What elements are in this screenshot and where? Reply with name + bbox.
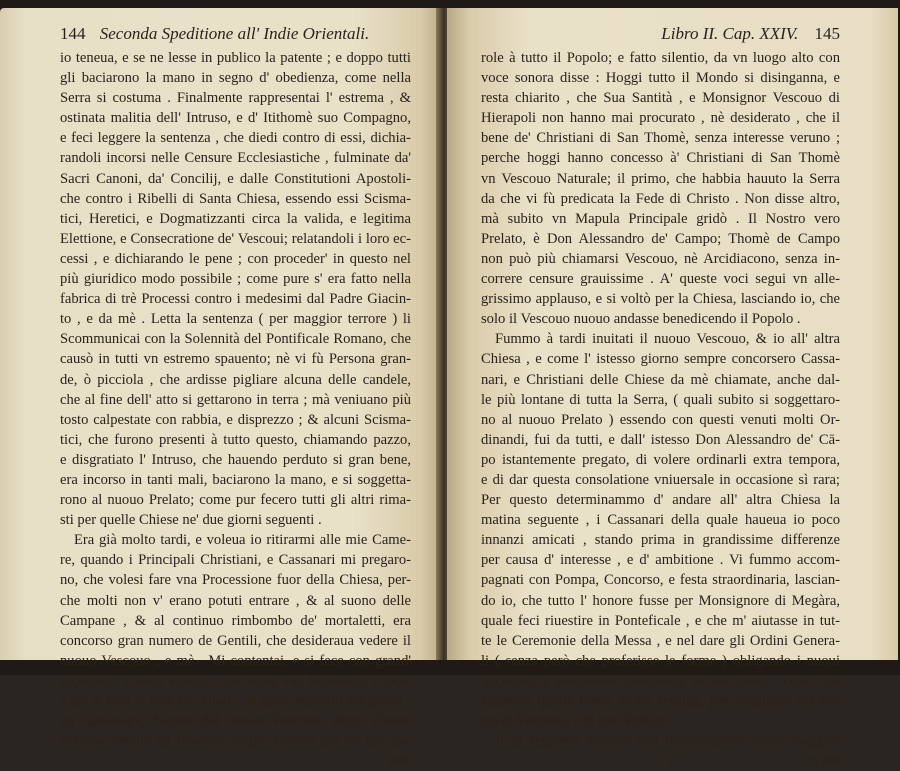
left-text-line: sti per quelle Chiese ne' due giorni seguenti . xyxy=(60,512,322,529)
left-text-line: Era già molto tardi, e voleua io ritirarmi alle mie Came- xyxy=(74,532,411,549)
right-text-line: role à tutto il Popolo; e fatto silentio, da vn luogo alto con xyxy=(481,50,840,66)
right-text-line: innanzi amicati , stando prima in grandissime differenze xyxy=(481,532,840,549)
left-text-line: Campane , & al continuo rimbombo de' mortaletti, era xyxy=(60,612,411,629)
left-text-line: à piè d' essa si fece vn' Altare , al quale essendo noi giunti , xyxy=(60,693,411,709)
left-text-line: rono al nuouo Prelato; come pur fecero tutti gli altri rima- xyxy=(60,492,411,509)
right-catchword: ri del xyxy=(809,753,840,770)
right-text-line: sto di Vescouo, e di loro Prelato . xyxy=(481,713,675,730)
right-text-line: e di dar questa consolatione vniuersale in occasione sì rara; xyxy=(481,471,840,488)
left-text-line: e feci leggere la sentenza , che diedi contro di essi, dichia- xyxy=(60,130,411,147)
left-text-line: che molti non v' erano potuti entrare , & al suono delle xyxy=(60,592,411,609)
right-page xyxy=(447,8,898,770)
left-text-line: Sacri Canoni, da' Concilij, e dalle Constitutioni Apostoli- xyxy=(60,170,411,187)
left-text-line: nuouo Vescouo , e mè . Mi contentai, e si fece con grand' xyxy=(60,652,411,669)
left-text-line: de, ò picciola , che ardisse pigliare alcuna delle candele, xyxy=(60,371,411,388)
left-text-line: e disgratiato l' Intruso, che hauendo perduto si gran bene, xyxy=(60,451,411,468)
right-text-line: matina seguente , i Cassanari della quale haueua io poco xyxy=(481,512,840,529)
right-text-line: per causa d' interesse , e d' ambitione . Vi fummo accom- xyxy=(481,552,840,569)
left-text-line: cessi , e dichiarando le pene ; con proceder' in questo nel xyxy=(60,250,411,267)
left-text-line: tici, Heretici, e Dogmatizzanti circa la valida, e legitima xyxy=(60,210,411,227)
left-text-line: gli baciarono la mano in segno d' obedienza, come nella xyxy=(60,70,411,87)
right-text-line: Chiesa , e come l' istesso giorno sempre concorsero Cassa- xyxy=(481,351,840,368)
right-text-line: nari, e Christiani delle Chiese da mè chiamate, anche dal- xyxy=(481,371,840,388)
left-text-line: randoli incorsi nelle Censure Ecclesiastiche , fulminate da' xyxy=(60,150,411,167)
right-text-line: Hierapoli non hanno mai procurato , nè desiderato , che il xyxy=(481,110,840,127)
left-text-line: io teneua, e se ne lesse in publico la patente ; e doppo tutti xyxy=(60,50,411,66)
left-text-line: che contro i Ribelli di Santa Chiesa, essendo essi Scisma- xyxy=(60,190,411,207)
right-text-line: grissimo applauso, e si voltò per la Chiesa, lasciando io, che xyxy=(481,291,840,308)
left-text-line: concorso gran numero de Gentili, che desideraua vedere il xyxy=(60,632,411,649)
right-text-line: voce sonora disse : Hoggi tutto il Mondo si disinganna, e xyxy=(481,70,840,87)
right-text-line: solo il Vescouo nuouo andasse benedicendo il Popolo . xyxy=(481,311,801,328)
left-text-line: vn Cassanare, Nipote del nuouo Vescouo, detto Thomè xyxy=(60,713,411,730)
right-text-line: appresso quelle Genti molto seruiua, per istabilirlo nel Po- xyxy=(481,693,840,709)
right-text-line: Prelato, è Don Alessandro de' Campo; Thomè de Campo xyxy=(481,230,840,247)
left-text-line: più giuridico modo possibile ; come pure s' era fatto nella xyxy=(60,271,411,288)
right-text-line: do io, che tutto l' honore fusse per Monsignore di Megàra, xyxy=(481,592,840,609)
left-running-title: Seconda Speditione all' Indie Orientali. xyxy=(99,24,370,43)
left-text-line: era incorso in tanti mali, baciarono la mano, e si soggetta- xyxy=(60,471,411,488)
left-catchword: role xyxy=(388,753,411,770)
left-text-block xyxy=(60,48,411,751)
left-text-line: tici, che furono presenti à tutto questo, chiamando pazzo, xyxy=(60,431,411,448)
left-text-line: Elettione, e Consecratione de' Vescoui; relatandoli i loro ec- xyxy=(60,230,411,247)
left-text-line: tosto calpestate con rabbia, e disprezzo ; & alcuni Scisma- xyxy=(60,411,411,428)
signature-mark: T xyxy=(666,753,675,770)
left-text-line: Malàna, vestito da Diacono, pigliò licenza per dir due pa- xyxy=(60,733,411,750)
right-footer xyxy=(481,751,840,771)
right-text-line: correre censure grauissime . A' queste voci segui vn alle- xyxy=(481,271,840,288)
right-running-title: Libro II. Cap. XXIV. xyxy=(661,24,799,43)
right-text-line: pagnati con Pompa, Concorso, e festa straordinaria, lascian- xyxy=(481,572,840,589)
right-text-line: resta chiarito , che Sua Santità , e Monsignor Vescouo di xyxy=(481,90,840,107)
right-text-line: po istantemente pregato, di volere ordinarli extra tempora, xyxy=(481,451,840,468)
right-text-line: le più lontane di tutta la Serra, ( quali subito si soggettaro- xyxy=(481,391,840,408)
right-running-head xyxy=(481,24,840,46)
right-text-line: perche hoggi hanno concesso à' Christiani di San Thomè xyxy=(481,150,840,167)
right-text-line: vn Vescouo Naturale; il primo, che habbia hauuto la Serra xyxy=(481,170,840,187)
left-text-line: Scommunicai con la Solennità del Pontificale Romano, che xyxy=(60,331,411,348)
right-text-line: quale feci riuestire in Ponteficale , e che m' aiutasse in tut- xyxy=(481,612,840,629)
left-page xyxy=(0,8,443,770)
right-page-number: 145 xyxy=(814,24,840,43)
right-text-line: te le Ceremonie della Messa , e nel dare gli Ordini Genera- xyxy=(481,632,840,649)
left-text-line: causò in tutti vn estremo spauento; nè vi fù Persona gran- xyxy=(60,351,411,368)
right-text-line: da che vi fù predicata la Fede di Christo . Non disse altro, xyxy=(481,190,840,207)
left-text-line: apparato ; e nella Piazza , oue staua vna bellissima Croce, xyxy=(60,672,411,689)
right-text-block xyxy=(481,48,840,751)
left-text-line: re, quando i Principali Christiani, e Cassanari mi pregaro- xyxy=(60,552,411,569)
left-text-line: che al fine dell' atto si gettarono in terra ; mà veniuano più xyxy=(60,391,411,408)
left-text-line: no, che volesi fare vna Processione fuor della Chiesa, per- xyxy=(60,572,411,589)
left-text-line: fabrica di trè Processi contro i medesimi dal Padre Giacin- xyxy=(60,291,411,308)
right-text-line: li ( senza però che proferisse le forme ) obligando i nuoui xyxy=(481,652,840,669)
left-text-line: ostinata malitia dell' Intruso, e d' Itithomè suo Compagno, xyxy=(60,110,411,127)
right-text-line: non può più chiamarsi Vescouo, nè Arcidiacono, senza in- xyxy=(481,250,840,267)
left-text-line: Serra si costuma . Finalmente rappresentai l' estrema , & xyxy=(60,90,411,107)
left-running-head xyxy=(60,24,411,46)
right-text-line: no al nuouo Prelato ) essendo con questi venuti molti Or- xyxy=(481,411,840,428)
right-text-line: Per questo determinammo d' andare all' altra Chiesa la xyxy=(481,492,840,509)
right-text-line: Fummo à tardi inuitati il nuouo Vescouo, & io all' altra xyxy=(495,331,840,348)
right-text-line: mà subito vn Mapula Principale gridò . Il Nostro vero xyxy=(481,210,840,227)
right-text-line: Sacerdoti à promettere obedienza in sue mani : cosa, che xyxy=(481,672,840,689)
left-page-number: 144 xyxy=(60,24,86,43)
left-text-line: to , e da mè . Letta la sentenza ( per maggior terrore ) li xyxy=(60,311,411,328)
right-text-line: Il dì seguente fummo con dimostrationi anche maggio- xyxy=(495,733,840,750)
right-text-line: bene de' Christiani di San Thomè, senza interesse veruno ; xyxy=(481,130,840,147)
right-text-line: dinandi, fui da tutti, e dall' istesso Don Alessandro de' Cā- xyxy=(481,431,840,448)
